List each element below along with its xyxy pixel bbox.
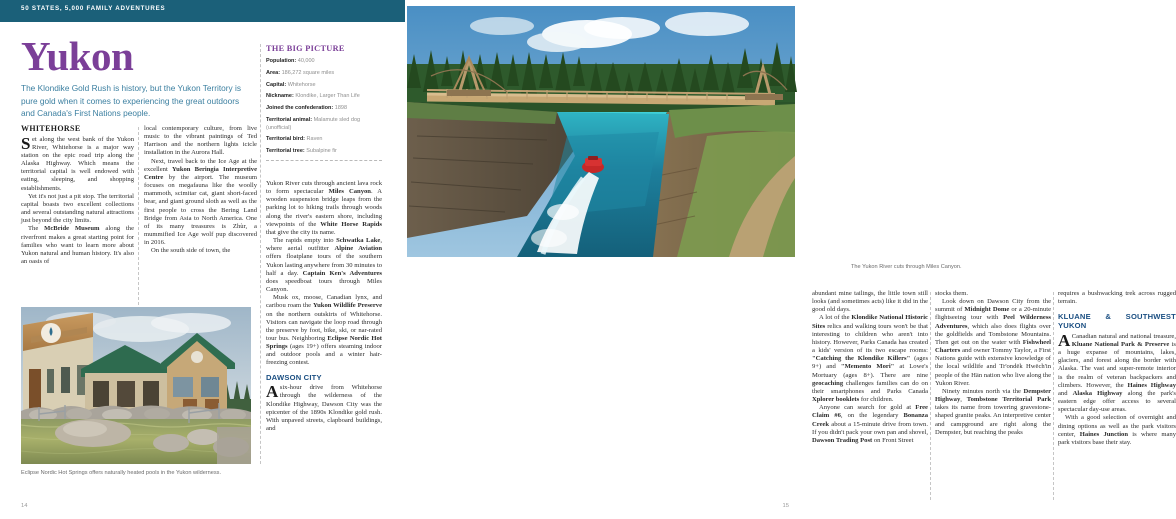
t: Yukon River cuts through ancient lava rock to form spectacular: [266, 180, 382, 196]
column-rule: [1053, 292, 1054, 500]
page-number-left: 14: [21, 503, 28, 509]
paragraph: [266, 180, 382, 237]
fact-item: [266, 105, 382, 113]
t: at Lowe's Mortuary (ages 8+). There are nine: [812, 363, 929, 379]
callout-wildlife-preserve: Yukon Wildlife Preserve: [312, 302, 382, 310]
t: Ninety minutes north via the: [942, 387, 1024, 395]
paragraph: [21, 133, 134, 193]
paragraph: [935, 388, 1051, 437]
paragraph: On the south side of town, the: [151, 247, 231, 255]
callout-haines-junction: Haines Junction: [1079, 430, 1129, 438]
fact-label: Population:: [266, 58, 297, 64]
callout-kluane-park: Kluane National Park & Preserve: [1071, 340, 1170, 348]
fact-value: 40,000: [296, 58, 315, 64]
left-page: [0, 0, 405, 519]
t: or a 20-minute flightseeing tour with: [935, 306, 1051, 322]
t: does speedboat tours through Miles Canyon.: [266, 277, 382, 294]
callout-xplorer-booklets: Xplorer booklets: [812, 396, 860, 404]
fact-label: Nickname:: [266, 93, 294, 100]
fact-value: 186,272 square miles: [280, 69, 335, 76]
callout-haines-highway: Haines Highway: [1127, 381, 1176, 389]
t: is where many park visitors base their stay.: [1058, 430, 1176, 446]
fact-item: [266, 117, 382, 132]
callout-bonanza-creek: Bonanza Creek: [812, 412, 928, 428]
fact-label: Joined the confederation:: [266, 105, 334, 112]
t: (ages 19+) offers steaming indoor and outdoor pools and a winter hair-freezing contest.: [266, 343, 382, 367]
paragraph: [266, 384, 382, 433]
text-column-5: [935, 290, 1051, 437]
fact-label: Area:: [266, 69, 281, 76]
t: , where aerial outfitter: [266, 237, 382, 253]
paragraph: Yet it's not just a pit stop. The territorial capital boasts two excellent collections and several outstanding natural attractions just beyond the city limits.: [21, 192, 134, 225]
fact-value: Klondike, Larger Than Life: [293, 93, 360, 100]
section-heading-whitehorse: WHITEHORSE: [21, 124, 81, 133]
callout-midnight-dome: Midnight Dome: [964, 306, 1010, 314]
callout-dawson-trading-post: Dawson Trading Post: [812, 436, 873, 444]
t: by the airport. The museum focuses on megafauna like the woolly mammoth, scimitar cat, giant short-faced bear, and giant ground sloth as well as the first people to cross the Bering Land Bridge from Asia to North America. One of its many treasures is Zhùr, a mummified Ice Age wolf pup discovered in 2016.: [144, 173, 257, 247]
callout-captain-kens: Captain Ken's Adventures: [302, 269, 382, 277]
text-column-6: [1058, 290, 1176, 447]
t: on the northern outskirts of Whitehorse. Visitors can navigate the loop road through the preserve by foot, bike, ski, or nar-rated tour bus. Neighboring: [266, 310, 382, 342]
text-column-2: [144, 125, 257, 256]
fact-item: [266, 70, 382, 78]
paragraph: [266, 294, 382, 367]
paragraph: [812, 314, 928, 404]
fact-value: Whitehorse: [286, 81, 316, 88]
paragraph: [1058, 330, 1176, 415]
paragraph: [266, 237, 382, 294]
t: that give the city its name.: [266, 228, 336, 236]
fact-box: [266, 44, 382, 161]
callout-beringia-centre: Yukon Beringia Interpretive Centre: [144, 165, 257, 181]
fact-item: [266, 58, 382, 66]
page-title: Yukon: [21, 33, 134, 79]
fact-label: Territorial bird:: [266, 136, 306, 143]
fact-item: [266, 136, 382, 144]
callout-dempster-highway: Dempster Highway: [935, 387, 1051, 404]
t: The: [28, 225, 45, 233]
t: , which also does flights over the goldfields and Tombstone Mountains. Then get out on the water with: [935, 322, 1051, 346]
callout-klondike-historic-sites: Klondike National Historic Sites: [812, 314, 928, 330]
fact-value: Subalpine fir: [304, 148, 337, 155]
fact-value: Malamute sled dog (unofficial): [266, 116, 361, 131]
t: . A wooden suspension bridge leaps from the parking lot to hiking trails through woods along the river's eastern shore, including viewpoints of the: [266, 188, 383, 228]
callout-mcbride-museum: McBride Museum: [44, 225, 100, 233]
callout-schwatka-lake: Schwatka Lake: [336, 237, 381, 245]
paragraph: local contemporary culture, from live music to the vibrant paintings of Ted Harrison and the northern lights icicle installation in the Aurora Hall.: [144, 125, 257, 157]
photo-miles-canyon: [407, 6, 795, 257]
paragraph: [21, 225, 134, 266]
fact-item: [266, 148, 382, 156]
callout-alpine-aviation: Alpine Aviation: [334, 245, 382, 253]
paragraph-text: et along the west bank of the Yukon River, Whitehorse is a major way station on the epic road trip along the Alaska Highway. Which means the territorial capital is well endowed with eating, sleeping, and shopping establishments.: [21, 135, 134, 192]
text-column-3: [266, 180, 382, 433]
t: about a 15-minute drive from town. If you didn't pack your own pan and shovel,: [812, 420, 929, 436]
fact-value: Raven: [305, 136, 323, 143]
paragraph: stocks them.: [935, 290, 968, 297]
t: along the park's eastern edge offer access to several spectacular day-use areas.: [1058, 389, 1176, 414]
paragraph: [1058, 414, 1176, 447]
callout-catching-killers: "Catching the Klondike Killers": [812, 355, 911, 363]
t: relics and walking tours won't be that interesting to children who aren't into history. However, Parks Canada has created a kids' version of its two escape rooms:: [812, 322, 928, 355]
paragraph: abundant mine tailings, the little town still looks (and sometimes acts) like it did in the good old days.: [812, 290, 928, 314]
t: Look down on Dawson City from the summit of: [935, 298, 1051, 314]
t: A lot of the: [819, 314, 852, 322]
caption-hot-springs: Eclipse Nordic Hot Springs offers naturally heated pools in the Yukon wilderness.: [21, 470, 222, 476]
t: The rapids empty into: [273, 237, 337, 245]
paragraph-text: six-hour drive from Whitehorse through the wilderness of the Klondike Highway, Dawson City was the epicenter of the 1890s Klondike gold rush. With unpaved streets, clapboard buildings, and: [266, 384, 382, 433]
t: takes its name from towering gravestone-shaped granite peaks. An interpretive center and campground are right along the Dempster, but reaching the peaks: [935, 404, 1051, 436]
column-rule: [138, 127, 139, 305]
t: offers floatplane tours of the southern Yukon lasting anywhere from 30 minutes to half a day.: [266, 253, 382, 277]
t: Canadian natural and national treasure,: [1071, 332, 1176, 340]
t: Musk ox, moose, Canadian lynx, and caribou roam the: [266, 294, 382, 310]
drop-cap: A: [1058, 330, 1071, 350]
fact-item: [266, 82, 382, 90]
callout-fishwheel-charters: Fishwheel Charters: [935, 338, 1051, 355]
page-number-right: 15: [782, 503, 789, 509]
fact-label: Capital:: [266, 81, 287, 88]
paragraph: [935, 298, 1051, 388]
section-heading-dawson-city: DAWSON CITY: [266, 372, 322, 382]
paragraph: requires a bushwacking trek across rugged terrain.: [1058, 290, 1176, 306]
t: With a good selection of overnight and dining options as well as the park visitors center,: [1058, 414, 1176, 438]
t: for children.: [859, 396, 894, 404]
t: (ages 9+) and: [812, 355, 929, 371]
intro-deck: The Klondike Gold Rush is history, but the Yukon Territory is pure gold when it comes to experiencing the great outdoors and Canada's First Nations people.: [21, 83, 241, 119]
column-rule: [260, 44, 261, 464]
right-page: [405, 0, 1176, 519]
column-rule: [930, 292, 931, 500]
callout-alaska-highway: Alaska Highway: [1072, 389, 1123, 397]
paragraph: [144, 158, 257, 248]
callout-peel-wilderness: Peel Wilderness Adventures: [935, 314, 1051, 330]
callout-eclipse-hot-springs: Eclipse Nordic Hot Springs: [266, 334, 382, 351]
running-head-text: 50 STATES, 5,000 FAMILY ADVENTURES: [21, 5, 166, 12]
fact-box-title: THE BIG PICTURE: [266, 44, 345, 53]
callout-geocaching: geocaching: [812, 379, 844, 387]
callout-free-claim-6: Free Claim #6: [812, 404, 928, 420]
t: and owner Tommy Taylor, a First Nations guide with extensive knowledge of the local wildlife and Tr'ondëk Hwëch'in people of the Hän nation who live along the Yukon River.: [935, 347, 1051, 387]
t: Anyone can search for gold at: [819, 404, 916, 412]
t: on Front Street: [872, 436, 914, 444]
fact-label: Territorial animal:: [266, 116, 313, 123]
t: and: [1058, 389, 1073, 397]
fact-label: Territorial tree:: [266, 148, 305, 155]
text-column-4: [812, 290, 928, 445]
t: ,: [960, 396, 967, 404]
t: along the riverfront makes a great starting point for families who want to learn more about Yukon natural and human history. It's also an oasis of: [21, 225, 134, 265]
callout-memento-mori: "Memento Mori": [840, 363, 895, 371]
drop-cap: S: [21, 133, 31, 153]
callout-miles-canyon: Miles Canyon: [328, 188, 371, 196]
paragraph: [812, 404, 928, 445]
caption-canyon: The Yukon River cuts through Miles Canyon.: [851, 264, 962, 270]
t: is a huge expanse of mountains, lakes, glaciers, and forest along the border with Alaska. The vast and super-remote interior is the realm of veteran backpackers and climbers. However, the: [1058, 340, 1176, 389]
t: Next, travel back to the Ice Age at the excellent: [144, 157, 257, 173]
fact-item: [266, 93, 382, 101]
t: , on the legendary: [840, 412, 904, 420]
drop-cap: A: [266, 382, 279, 402]
hot-springs-illustration: [21, 307, 251, 464]
photo-eclipse-nordic-hot-springs: [21, 307, 251, 464]
fact-value: 1898: [333, 105, 347, 112]
fact-box-divider: [266, 160, 382, 161]
canyon-illustration: [407, 6, 795, 257]
callout-white-horse-rapids: White Horse Rapids: [320, 220, 382, 228]
callout-tombstone-park: Tombstone Territorial Park: [966, 396, 1052, 404]
text-column-1: [21, 125, 134, 266]
t: challenges families can do on their smartphones and Parks Canada: [812, 379, 928, 395]
section-heading-kluane: KLUANE & SOUTHWEST YUKON: [1058, 312, 1176, 331]
